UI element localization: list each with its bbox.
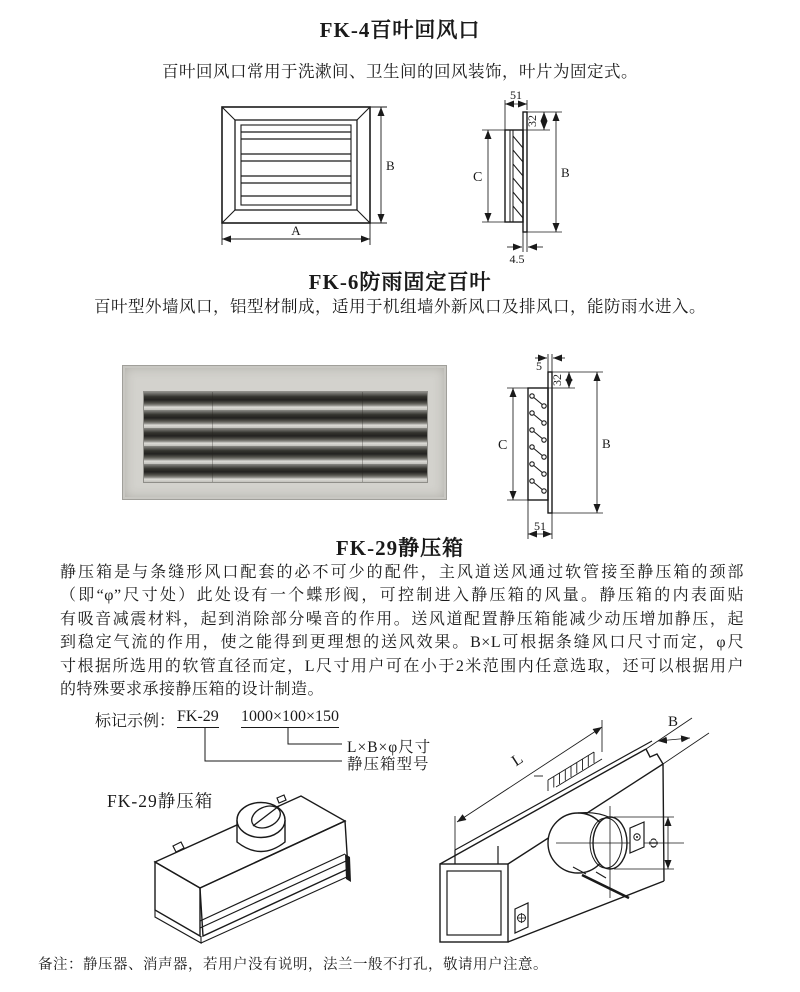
dim-label-b: B bbox=[386, 158, 395, 173]
fk4-front-view-drawing bbox=[195, 98, 400, 253]
mounting-tab bbox=[277, 795, 286, 803]
fk29-dimensioned-isometric bbox=[430, 700, 800, 962]
fk29-paragraph-line: 到稳定气流的作用，使之能得到更理想的送风效果。B×L可根据条缝风口尺寸而定，φ尺 bbox=[60, 634, 744, 651]
mark-example-size: 1000×100×150 bbox=[241, 708, 339, 728]
fk29-paragraph-line: （即“φ”尺寸处）此处设有一个蝶形阀，可控制进入静压箱的风量。静压箱的内表面贴 bbox=[60, 587, 744, 604]
dimension-c bbox=[473, 130, 505, 222]
dim-label-c: C bbox=[498, 438, 508, 453]
louver-blades bbox=[241, 132, 351, 196]
dimension-a bbox=[222, 223, 370, 245]
fk29-isometric-view bbox=[120, 782, 380, 972]
dim-label-c: C bbox=[473, 170, 483, 185]
dim-label-4-5: 4.5 bbox=[509, 252, 525, 266]
dim-label-a: A bbox=[291, 223, 301, 238]
dim-label-32: 32 bbox=[525, 115, 539, 127]
fk29-title: FK-29静压箱 bbox=[335, 536, 465, 560]
fk6-louver-photo bbox=[122, 365, 447, 500]
dim-label-b: B bbox=[561, 165, 570, 180]
dim-label-phi: Φ bbox=[647, 837, 662, 849]
fk6-description: 百叶型外墙风口，铝型材制成，适用于机组墙外新风口及排风口，能防雨水进入。 bbox=[94, 297, 706, 316]
grille-frame bbox=[222, 107, 370, 223]
fk29-paragraph-line: 有吸音减震材料，起到消除部分噪音的作用。送风道配置静压箱能减少动压增加静压，起 bbox=[60, 611, 744, 628]
dimension-4-5 bbox=[507, 232, 543, 266]
fk6-title: FK-6防雨固定百叶 bbox=[308, 270, 492, 294]
dimension-32 bbox=[548, 372, 575, 388]
footnote: 备注：静压器、消声器，若用户没有说明，法兰一般不打孔，敬请用户注意。 bbox=[38, 957, 548, 973]
dim-label-51: 51 bbox=[534, 519, 546, 533]
callout-model-label: 静压箱型号 bbox=[347, 756, 430, 773]
dim-label-l: L bbox=[508, 750, 527, 771]
dimension-5 bbox=[535, 354, 565, 373]
fk29-paragraph-line: 静压箱是与条缝形风口配套的必不可少的配件，主风道送风通过软管接至静压箱的颈部 bbox=[60, 564, 744, 581]
dim-label-32: 32 bbox=[550, 374, 564, 386]
fk29-paragraph-line: 的特殊要求承接静压箱的设计制造。 bbox=[60, 681, 325, 698]
dimension-b bbox=[370, 107, 395, 223]
mounting-tab bbox=[173, 842, 184, 852]
slot-hatching bbox=[534, 752, 602, 791]
fk29-paragraph-line: 寸根据所选用的软管直径而定，L尺寸用户可在小于2米范围内任意选取，还可以根据用户 bbox=[60, 658, 744, 675]
fk6-side-section-drawing bbox=[495, 345, 640, 545]
dimension-c bbox=[498, 388, 528, 500]
section-body bbox=[528, 372, 552, 513]
dim-label-51: 51 bbox=[510, 88, 522, 102]
dim-label-5: 5 bbox=[536, 359, 542, 373]
fk4-side-section-drawing bbox=[470, 88, 620, 266]
mark-example-label: 标记示例： bbox=[95, 713, 176, 730]
inlet-collar bbox=[237, 802, 285, 852]
damper-handle bbox=[582, 875, 629, 898]
dim-label-b: B bbox=[602, 436, 611, 451]
rain-louver-blades bbox=[530, 394, 546, 493]
dimension-51 bbox=[505, 88, 527, 130]
fk29-iso-label: FK-29静压箱 bbox=[107, 791, 214, 811]
dim-label-b: B bbox=[667, 714, 679, 730]
mark-example-model: FK-29 bbox=[177, 708, 219, 728]
fk4-title: FK-4百叶回风口 bbox=[319, 18, 481, 42]
dimension-b bbox=[646, 714, 709, 764]
blade-hatch bbox=[513, 136, 523, 218]
fk4-description: 百叶回风口常用于洗漱间、卫生间的回风装饰，叶片为固定式。 bbox=[162, 62, 638, 81]
dimension-b bbox=[552, 372, 611, 513]
callout-size-label: L×B×φ尺寸 bbox=[347, 739, 432, 756]
louver-slats bbox=[143, 391, 428, 483]
